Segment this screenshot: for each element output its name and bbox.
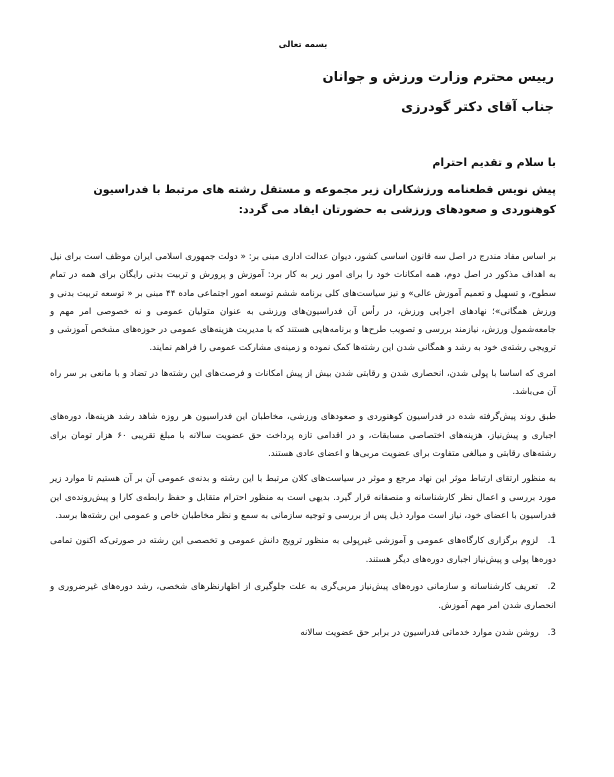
list-item-text: لزوم برگزاری کارگاه‌های عمومی و آموزشی غیرپولی به منظور ترویج دانش عمومی و تخصصی این رشته در صورتی‌که اکنون تمامی دوره‌ها پولی و پیش‌نیاز اجباری دوره‌های دیگر هستند. <box>50 536 556 566</box>
list-item-number: 1. <box>547 536 556 547</box>
list-item-text: تعریف کارشناسانه و سازمانی دوره‌های پیش‌نیاز مربی‌گری به علت جلوگیری از اظهارنظرهای شخصی، رشد دوره‌های غیرضروری و انحصاری شدن امر مهم آموزش. <box>50 582 556 612</box>
list-item <box>50 532 556 570</box>
list-item-number: 3. <box>547 628 556 639</box>
body-paragraph: بر اساس مفاد مندرج در اصل سه قانون اساسی کشور، دیوان عدالت اداری مبنی بر: « دولت جمهوری اسلامی ایران موظف است برای نیل به اهداف مذکور در اصل دوم، همه امکانات خود را برای امور زیر به کار برد: آموزش و پرورش و تربیت بدنی رایگان برای همه در تمام سطوح، و تسهیل و تعمیم آموزش عالی» و نیز سیاست‌های کلی برنامه ششم توسعه امور اجتماعی ماده ۴۴ مبنی بر « توسعه تربیت بدنی و ورزش همگانی»؛ نهادهای اجرایی ورزش، در رأس آن فدراسیون‌های ورزشی به عنوان متولیان عمومی و نه خصوصی امر مهم و جامعه‌شمول ورزش، نیازمند بررسی و تصویب طرح‌ها و برنامه‌هایی هستند که با مدیریت هزینه‌های عمومی در حوزه‌های مشخص آموزشی و ترویجی رشته‌ی خود به رشد و همگانی شدن این رشته‌ها کمک نموده و زمینه‌ی مشارکت عمومی را فراهم نمایند. <box>50 252 556 354</box>
body-paragraph: طبق روند پیش‌گرفته شده در فدراسیون کوهنوردی و صعودهای ورزشی، مخاطبان این فدراسیون هر روزه شاهد رشد هزینه‌ها، دوره‌های اجباری و پیش‌نیاز، هزینه‌های اختصاصی مسابقات، و در اقدامی تازه پرداخت حق عضویت سالانه با مبلغ تقریبی ۶۰ هزار تومان برای رشته‌های رقابتی و مبالغی متفاوت برای عضویت مربی‌ها و اعضای عادی هستند. <box>50 412 556 459</box>
list-item-text: روشن شدن موارد خدماتی فدراسیون در برابر حق عضویت سالانه <box>300 628 539 639</box>
greeting: با سلام و تقدیم احترام <box>432 156 556 169</box>
basmala: بسمه تعالی <box>278 40 328 50</box>
recipient-title: رییس محترم وزارت ورزش و جوانان <box>322 70 554 85</box>
intro-text: پیش نویس قطعنامه ورزشکاران زیر مجموعه و مستقل رشته های مرتبط با فدراسیون کوهنوردی و صعودهای ورزشی به حضورتان ایفاد می گردد: <box>93 183 556 216</box>
list-item-number: 2. <box>547 582 557 593</box>
recipient-name: جناب آقای دکتر گودرزی <box>401 100 554 115</box>
list-item <box>50 624 556 643</box>
demand-list <box>50 532 556 643</box>
list-item <box>50 578 556 616</box>
body-paragraph: امری که اساسا با پولی شدن، انحصاری شدن و رقابتی شدن بیش از پیش امکانات و فرصت‌های این رشته‌ها در تضاد و با مانعی بر سر راه آن می‌باشد. <box>50 368 556 398</box>
body-paragraph: به منظور ارتقای ارتباط موثر این نهاد مرجع و موثر در سیاست‌های کلان مرتبط با این رشته و بدنه‌ی عمومی آن بر آن هستیم تا موارد زیر مورد بررسی و اعمال نظر کارشناسانه و منصفانه قرار گیرد. بدیهی است به منظور احترام متقابل و حفظ رابطه‌ی کارا و پیش‌رونده‌ی این فدراسیون با اعضای خود، نیاز است موارد ذیل پس از بررسی و توجیه سازمانی به سمع و نظر مخاطبان خاص و عمومی این رشته‌ها برسد. <box>50 474 556 521</box>
